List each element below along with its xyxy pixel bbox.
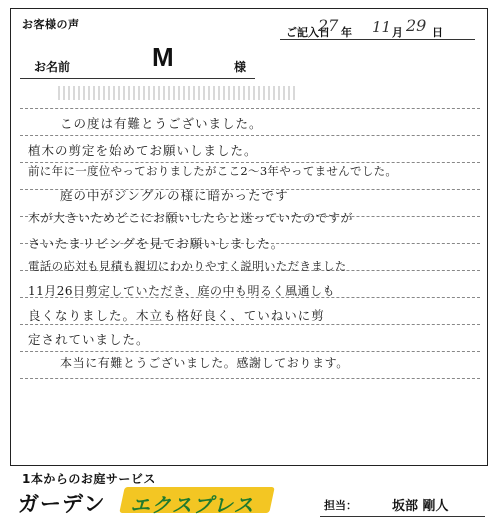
message-line: さいたまリビングを見てお願いしました。 (28, 236, 285, 251)
service-tagline: 1本からのお庭サービス (22, 472, 156, 486)
date-year: 27 (318, 16, 339, 35)
date-day-unit: 日 (432, 26, 443, 39)
date-underline (280, 39, 475, 40)
brand-logo-left: ガーデン (18, 493, 106, 516)
brand-logo-right: エクスプレス (130, 495, 255, 517)
message-line: 植木の剪定を始めてお願いしました。 (28, 143, 258, 158)
message-line: 前に年に一度位やっておりましたがここ2〜3年やってませんでした。 (28, 164, 398, 178)
name-suffix: 様 (234, 60, 247, 74)
date-label: ご記入日 (286, 26, 330, 39)
staff-label: 担当： (324, 499, 357, 512)
message-line: この度は有難とうございました。 (60, 116, 263, 131)
ruled-line (20, 378, 480, 379)
message-line: 良くなりました。木立も格好良く、ていねいに剪 (28, 308, 325, 323)
form-title: お客様の声 (22, 18, 80, 31)
redacted-address-smudge (58, 86, 298, 100)
date-year-unit: 年 (341, 26, 352, 39)
message-line: 本当に有難とうございました。感謝しております。 (60, 356, 349, 370)
ruled-line (20, 135, 480, 136)
date-month: 11 (372, 18, 392, 36)
ruled-line (20, 351, 480, 352)
message-line: 11月26日剪定していただき、庭の中も明るく風通しも (28, 284, 336, 298)
message-line: 木が大きいためどこにお願いしたらと迷っていたのですが (28, 211, 354, 225)
staff-name: 坂部 剛人 (392, 499, 449, 514)
message-line: 定されていました。 (28, 332, 150, 347)
ruled-line (20, 324, 480, 325)
ruled-line (20, 108, 480, 109)
date-month-unit: 月 (392, 26, 403, 39)
message-line: 庭の中がジングルの様に暗かったです (60, 188, 289, 203)
name-underline (20, 78, 255, 79)
customer-name: M (152, 42, 174, 72)
message-line: 電話の応対も見積も親切にわかりやすく説明いただきました (28, 259, 347, 273)
date-day: 29 (406, 16, 427, 35)
name-label: お名前 (34, 60, 71, 74)
staff-underline (320, 516, 485, 517)
